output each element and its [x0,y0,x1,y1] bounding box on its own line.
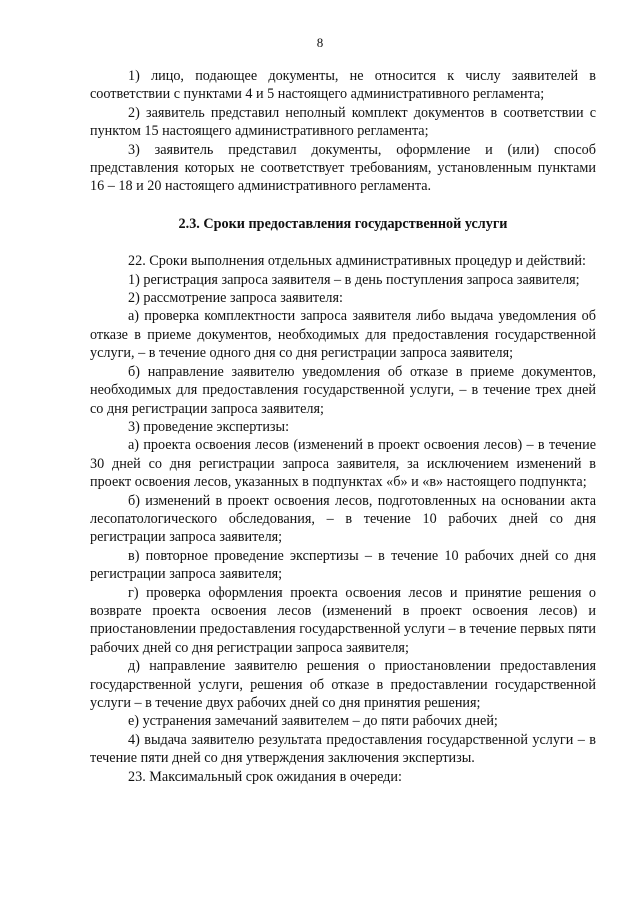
paragraph-22-item-2: 2) рассмотрение запроса заявителя: [128,290,343,307]
paragraph-22-item-4: 4) выдача заявителю результата предоставления государственной услуги – в течение пяти дней со дня утверждения заключения экспертизы. [90,731,596,767]
paragraph-22-item-3a: а) проекта освоения лесов (изменений в проект освоения лесов) – в течение 30 дней со дня регистрации запроса заявителя, за исключением изменений в проект освоения лесов, указанных в подпунктах «б» и «в» настоящего подпункта; [90,437,596,491]
paragraph-22-item-1: 1) регистрация запроса заявителя – в день поступления запроса заявителя; [128,271,580,288]
document-body [90,67,596,786]
paragraph-22-item-3b: б) изменений в проект освоения лесов, подготовленных на основании акта лесопатологического обследования, – в течение 10 рабочих дней со дня регистрации запроса заявителя; [90,492,596,546]
paragraph-22-item-3g: г) проверка оформления проекта освоения лесов и принятие решения о возврате проекта освоения лесов (изменений в проект освоения лесов) и приостановлении предоставления государственной услуги – в течение первых пяти рабочих дней со дня регистрации запроса заявителя; [90,584,596,656]
paragraph-refusal-3: 3) заявитель представил документы, оформление и (или) способ представления которых не соответствует требованиям, установленным пунктами 16 – 18 и 20 настоящего административного регламента. [90,141,596,195]
paragraph-22-item-2a: а) проверка комплектности запроса заявителя либо выдача уведомления об отказе в приеме документов, необходимых для предоставления государственной услуги, – в течение одного дня со дня регистрации запроса заявителя; [90,308,596,362]
paragraph-22-item-3: 3) проведение экспертизы: [128,418,290,435]
paragraph-22-item-3v: в) повторное проведение экспертизы – в течение 10 рабочих дней со дня регистрации запроса заявителя; [90,547,596,583]
paragraph-23: 23. Максимальный срок ожидания в очереди: [128,768,402,785]
section-heading: 2.3. Сроки предоставления государственной услуги [178,215,508,232]
paragraph-22-item-2b: б) направление заявителю уведомления об отказе в приеме документов, необходимых для предоставления государственной услуги, – в течение трех дней со дня регистрации запроса заявителя; [90,363,596,417]
paragraph-22-item-3e: е) устранения замечаний заявителем – до пяти рабочих дней; [128,713,498,730]
paragraph-22-item-3d: д) направление заявителю решения о приостановлении предоставления государственной услуги, решения об отказе в предоставлении государственной услуги – в течение двух рабочих дней со дня принятия решения; [90,658,596,711]
paragraph-22: 22. Сроки выполнения отдельных административных процедур и действий: [128,253,586,270]
paragraph-refusal-2: 2) заявитель представил неполный комплект документов в соответствии с пунктом 15 настоящего административного регламента; [90,104,596,140]
page-number: 8 [316,35,324,50]
paragraph-refusal-1: 1) лицо, подающее документы, не относится к числу заявителей в соответствии с пунктами 4 и 5 настоящего административного регламента; [90,68,596,103]
